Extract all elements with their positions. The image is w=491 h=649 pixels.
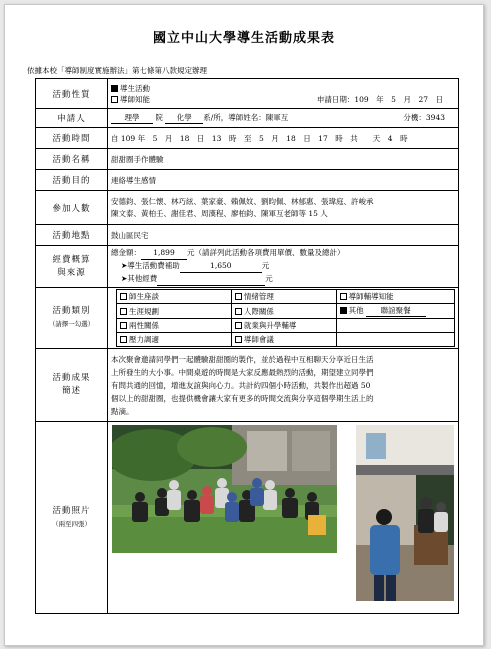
purpose-label: 活動目的: [36, 170, 108, 191]
category-option-label: 導師輔導知能: [348, 292, 394, 301]
row-participants: [36, 191, 459, 225]
applicant-cell: [108, 109, 459, 128]
photos-label-text: 活動照片: [52, 505, 91, 516]
checkbox-empty-icon[interactable]: [120, 308, 127, 315]
checkbox-empty-icon[interactable]: [235, 308, 242, 315]
page-title: 國立中山大學導生活動成果表: [152, 31, 335, 46]
nature-option-2: [111, 94, 150, 105]
participants-line-1: 安德鈞、張仁懷、林巧絃、葉家豪、賴佩妏、劉昀佩、林郁惠、張瑋庭、許峻承: [111, 196, 374, 206]
row-purpose: [36, 170, 459, 191]
checkbox-empty-icon[interactable]: [235, 336, 242, 343]
row-name: [36, 149, 459, 170]
photos-cell: [108, 422, 459, 614]
results-cell: [108, 349, 459, 422]
nature-option-1: [111, 83, 455, 94]
budget-label-line-2: 與來源: [57, 267, 86, 278]
results-line: 個以上的甜甜圈，也提供機會讓大家有更多的時間交流與分享這個學期生活上的: [111, 393, 374, 403]
dept-suffix: 系/所，導師姓名：陳軍互: [203, 113, 289, 122]
photos-label: [36, 422, 108, 614]
budget-label: [36, 246, 108, 288]
nature-option-2-row: [111, 94, 455, 105]
results-label-line-1: 活動成果: [52, 373, 91, 383]
nature-option-2-label: 導師知能: [120, 94, 150, 104]
location-value: 鼓山區民宅: [108, 225, 459, 246]
time-label: 活動時間: [36, 128, 108, 149]
category-option: [231, 319, 336, 333]
category-option: [231, 304, 336, 319]
category-option: [117, 333, 232, 347]
results-line: 有問共通的回憶，增進友誼與向心力。共計約四個小時活動，共製作出超過 50: [111, 380, 371, 390]
checkbox-empty-icon[interactable]: [111, 96, 118, 103]
extension-value: 分機：3943: [403, 113, 445, 122]
category-other-value: 聯誼聚餐: [366, 305, 426, 317]
category-label: [36, 288, 108, 349]
checkbox-checked-icon[interactable]: [340, 307, 347, 314]
results-form-table: [35, 78, 459, 614]
participants-cell: [108, 191, 459, 225]
budget-other-row: [111, 273, 455, 286]
nature-label: 活動性質: [36, 79, 108, 109]
nature-cell: [108, 79, 459, 109]
checkbox-empty-icon[interactable]: [120, 336, 127, 343]
category-option: [231, 290, 336, 304]
group-photo-image: [112, 425, 337, 553]
category-option: [336, 290, 454, 304]
row-budget: [36, 246, 459, 288]
college-suffix: 院: [155, 113, 163, 122]
results-label: [36, 349, 108, 422]
cooking-photo-image: [356, 425, 454, 601]
row-photos: [36, 422, 459, 614]
results-line: 本次聚會邀請同學們一起體驗甜甜圈的製作，並於過程中互相聊天分享近日生活: [111, 354, 374, 364]
category-option: [231, 333, 336, 347]
category-option-label: 導師會議: [243, 335, 274, 344]
budget-subsidy-suffix: 元: [261, 261, 270, 270]
category-option-other: [336, 304, 454, 319]
application-date: 申請日期：109 年 5 月 27 日: [316, 94, 443, 104]
document-page: [4, 4, 484, 646]
category-option-label: 壓力調適: [129, 335, 159, 344]
purpose-value: 連絡導生感情: [108, 170, 459, 191]
budget-other-value: [157, 273, 265, 286]
college-value: 理學: [111, 112, 153, 124]
budget-other-prefix: ➤其他經費: [121, 274, 158, 283]
activity-name-label: 活動名稱: [36, 149, 108, 170]
checkbox-checked-icon[interactable]: [111, 85, 118, 92]
budget-subsidy-prefix: ➤導生活動費補助: [121, 261, 180, 270]
category-option-label: 人際關係: [243, 306, 274, 316]
budget-total-prefix: 總金額：: [111, 248, 141, 257]
budget-cell: [108, 246, 459, 288]
budget-subsidy-row: [111, 260, 455, 273]
budget-total-row: [111, 247, 455, 260]
category-grid: [116, 289, 455, 347]
participants-label: 參加人數: [36, 191, 108, 225]
budget-subsidy-value: 1,650: [180, 260, 262, 273]
category-option-label: 師生座談: [129, 292, 159, 301]
category-note: （請擇一勾選）: [48, 320, 95, 328]
results-label-line-2: 簡述: [61, 386, 81, 396]
category-cell: [108, 288, 459, 349]
results-line: 點滴。: [111, 406, 134, 416]
activity-name-value: 甜甜圈手作體驗: [108, 149, 459, 170]
row-nature: [36, 79, 459, 109]
row-applicant: [36, 109, 459, 128]
budget-total-value: 1,899: [141, 247, 187, 260]
category-option-label: 情緒管理: [243, 292, 274, 301]
checkbox-empty-icon[interactable]: [120, 293, 127, 300]
applicant-label: 申請人: [36, 109, 108, 128]
participants-line-2: 陳文泰、黃柏壬、謝佳君、周漢程、廖柏鈞、陳軍互老師等 15 人: [111, 208, 328, 218]
row-time: [36, 128, 459, 149]
category-label-text: 活動類別: [52, 306, 91, 316]
checkbox-empty-icon[interactable]: [340, 293, 347, 300]
budget-other-suffix: 元: [265, 274, 273, 283]
nature-option-1-label: 導生活動: [120, 83, 150, 93]
basis-note: 依據本校「導師制度實施辦法」第七條第八款規定辦理: [27, 66, 207, 75]
location-label: 活動地點: [36, 225, 108, 246]
group-photo: [112, 425, 337, 553]
results-line: 上所發生的大小事。中間桌遊的時間是大家反應最熱烈的活動，期望建立同學們: [111, 367, 374, 377]
budget-label-line-1: 經費概算: [52, 254, 91, 265]
row-results: [36, 349, 459, 422]
cooking-photo: [356, 425, 454, 601]
row-location: [36, 225, 459, 246]
category-option-label: 其他: [348, 306, 364, 315]
photos-note: （兩至四張）: [52, 519, 91, 528]
budget-total-suffix: 元（請詳列此活動各項費用單價、數量及總計）: [187, 248, 345, 257]
category-option: [117, 304, 232, 319]
category-option: [117, 290, 232, 304]
checkbox-empty-icon[interactable]: [235, 293, 242, 300]
category-option-label: 就業與升學輔導: [243, 321, 297, 330]
dept-value: 化學: [165, 112, 203, 124]
checkbox-empty-icon[interactable]: [235, 322, 242, 329]
category-option-label: 兩性關係: [129, 321, 159, 330]
checkbox-empty-icon[interactable]: [120, 322, 127, 329]
category-option-label: 生涯規劃: [129, 306, 159, 316]
category-option: [117, 319, 232, 333]
row-category: [36, 288, 459, 349]
time-value: 自 109 年 5 月 18 日 13 時 至 5 月 18 日 17 時 共 天 4 時: [108, 128, 459, 149]
